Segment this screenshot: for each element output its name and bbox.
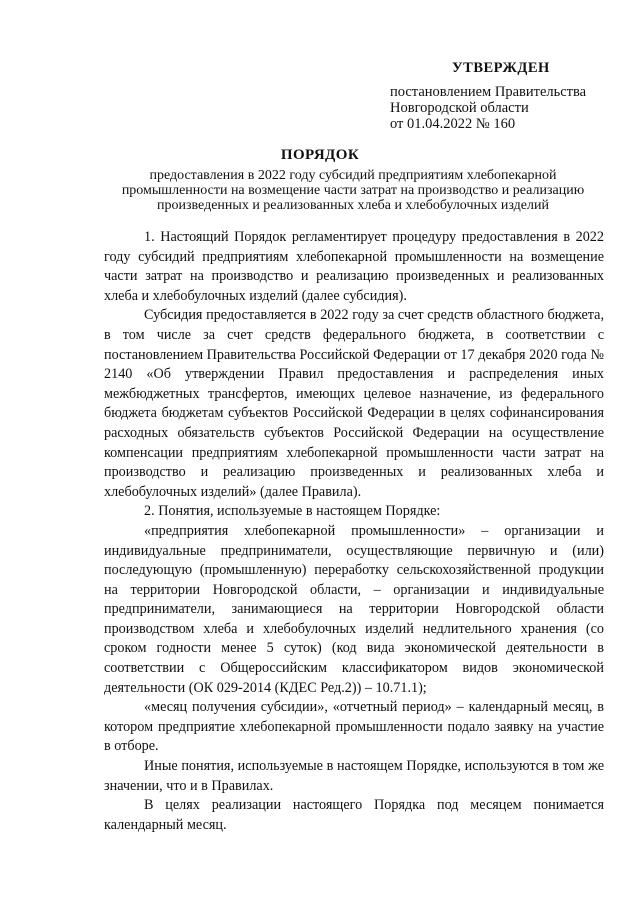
- paragraph-1: 1. Настоящий Порядок регламентирует процедуру предоставления в 2022 году субсидий предприятиям хлебопекарной промышленности на возмещение части затрат на производство и реализацию произведенных и реализованных хлеба и хлебобулочных изделий (далее субсидия).: [104, 229, 604, 304]
- definition-bakery-enterprises: «предприятия хлебопекарной промышленности» – организации и индивидуальные предприниматели, осуществляющие первичную и (или) последующую (промышленную) переработку сельскохозяйственной продукции на территории Новгородской области, – организации и индивидуальные предприниматели, занимающиеся на территории Новгородской области производством хлеба и хлебобулочных изделий недлительного хранения (со сроком годности менее 5 суток) (код вида экономической деятельности в соответствии с Общероссийским классификатором видов экономической деятельности (ОК 029-2014 (КДЕС Ред.2)) – 10.71.1);: [104, 522, 604, 696]
- approval-block: [390, 60, 620, 132]
- approval-date-line: от 01.04.2022 № 160: [390, 116, 516, 132]
- subtitle-line: предоставления в 2022 году субсидий предприятиям хлебопекарной: [149, 168, 557, 183]
- approval-line: Новгородской области: [390, 100, 529, 116]
- paragraph-month-definition: В целях реализации настоящего Порядка под месяцем понимается календарный месяц.: [104, 797, 604, 833]
- paragraph-2: 2. Понятия, используемые в настоящем Порядке:: [144, 503, 441, 520]
- document-subtitle: [108, 168, 598, 213]
- subtitle-line: промышленности на возмещение части затрат на производство и реализацию: [121, 183, 585, 198]
- document-body: [104, 228, 604, 835]
- definition-reporting-period: «месяц получения субсидии», «отчетный период» – календарный месяц, в котором предприятие хлебопекарной промышленности подало заявку на участие в отборе.: [104, 699, 604, 755]
- document-title: ПОРЯДОК: [280, 147, 360, 163]
- paragraph-other-terms: Иные понятия, используемые в настоящем Порядке, используются в том же значении, что и в Правилах.: [104, 758, 604, 794]
- subtitle-line: произведенных и реализованных хлеба и хлебобулочных изделий: [157, 198, 549, 213]
- approval-stamp: УТВЕРЖДЕН: [452, 60, 550, 76]
- approval-line: постановлением Правительства: [390, 84, 587, 100]
- paragraph-subsidy-source: Субсидия предоставляется в 2022 году за счет средств областного бюджета, в том числе за счет средств федерального бюджета, в соответствии с постановлением Правительства Российской Федерации от 17 декабря 2020 года № 2140 «Об утверждении Правил предоставления и распределения иных межбюджетных трансфертов, имеющих целевое назначение, из федерального бюджета бюджетам субъектов Российской Федерации в целях софинансирования расходных обязательств субъектов Российской Федерации на осуществление компенсации предприятиям хлебопекарной промышленности части затрат на производство и реализацию произведенных и реализованных хлеба и хлебобулочных изделий» (далее Правила).: [104, 307, 604, 500]
